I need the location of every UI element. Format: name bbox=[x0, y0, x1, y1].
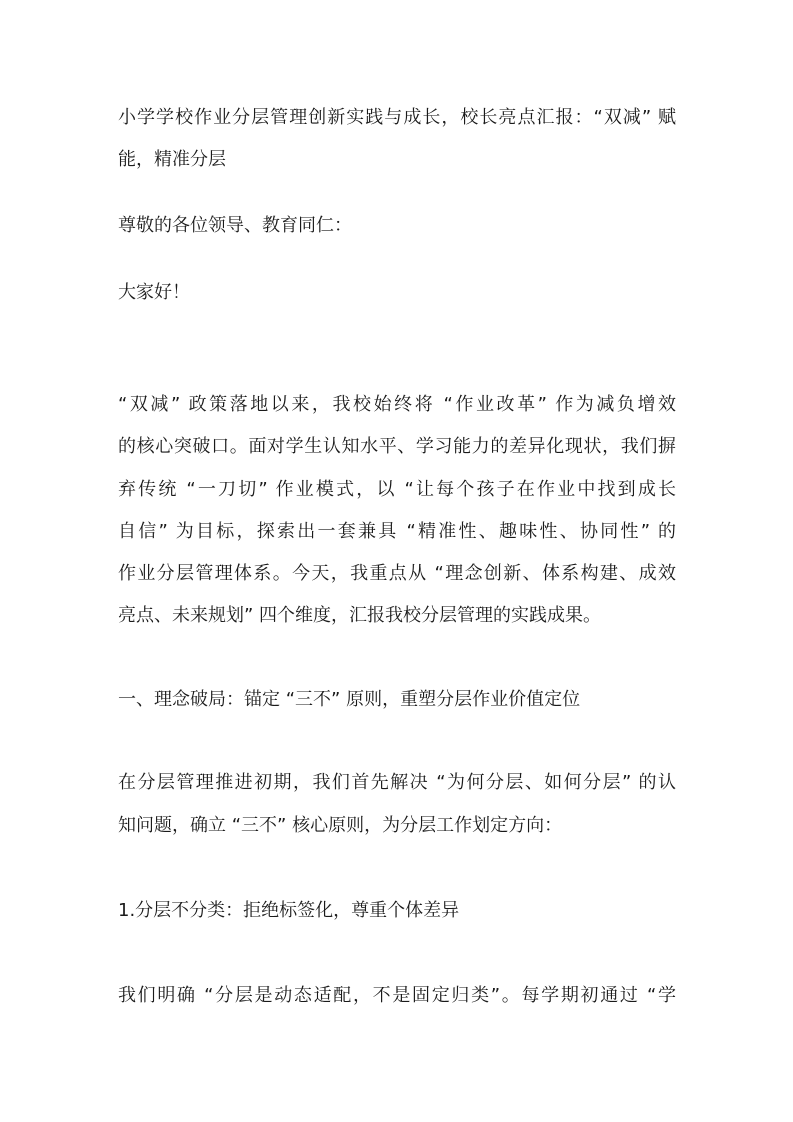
salutation: 尊敬的各位领导、教育同仁： bbox=[118, 215, 352, 236]
intro-paragraph-line: 亮点、未来规划” 四个维度，汇报我校分层管理的实践成果。 bbox=[118, 605, 602, 626]
intro-paragraph-line: “双减” 政策落地以来，我校始终将 “作业改革” 作为减负增效 bbox=[118, 394, 676, 415]
greeting: 大家好！ bbox=[118, 282, 190, 303]
section-paragraph-line: 知问题，确立 “三不” 核心原则，为分层工作划定方向： bbox=[118, 815, 563, 836]
document-title-line: 能，精准分层 bbox=[118, 149, 226, 170]
subheading: 1.分层不分类：拒绝标签化，尊重个体差异 bbox=[118, 900, 460, 921]
intro-paragraph-line: 自信” 为目标，探索出一套兼具 “精准性、趣味性、协同性” 的 bbox=[118, 521, 676, 542]
section-paragraph-line: 在分层管理推进初期，我们首先解决 “为何分层、如何分层” 的认 bbox=[118, 772, 676, 793]
section-heading: 一、理念破局：锚定 “三不” 原则，重塑分层作业价值定位 bbox=[118, 689, 581, 710]
intro-paragraph-line: 的核心突破口。面对学生认知水平、学习能力的差异化现状，我们摒 bbox=[118, 436, 676, 457]
intro-paragraph-line: 弃传统 “一刀切” 作业模式，以 “让每个孩子在作业中找到成长 bbox=[118, 479, 676, 500]
document-title-line: 小学学校作业分层管理创新实践与成长，校长亮点汇报：“双减” 赋 bbox=[118, 107, 676, 128]
sub-paragraph-line: 我们明确 “分层是动态适配，不是固定归类”。每学期初通过 “学 bbox=[118, 985, 676, 1006]
intro-paragraph-line: 作业分层管理体系。今天，我重点从 “理念创新、体系构建、成效 bbox=[118, 563, 676, 584]
